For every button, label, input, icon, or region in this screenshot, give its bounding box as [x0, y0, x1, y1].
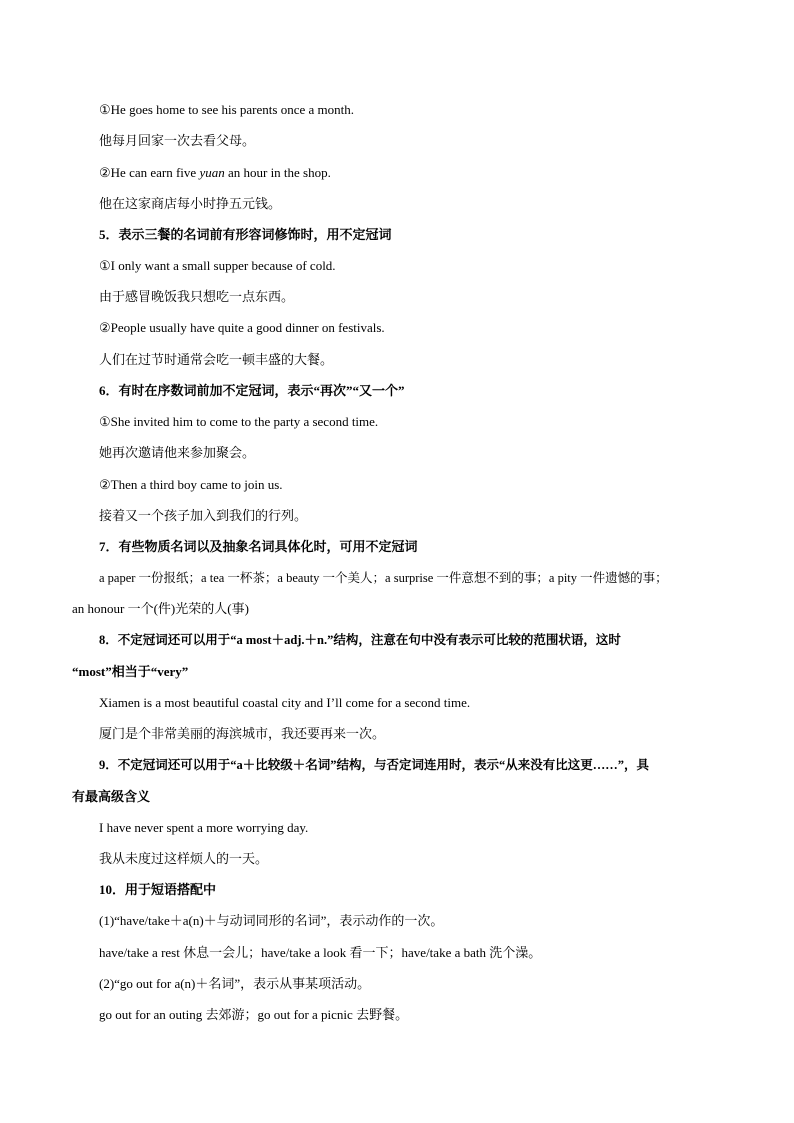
section-9-example-zh: 我从未度过这样烦人的一天。 — [99, 851, 269, 866]
section-6-example-2-en: ②Then a third boy came to join us. — [99, 477, 283, 492]
section-8-heading-cont: “most”相当于“very” — [72, 664, 189, 679]
section-5-heading: 5．表示三餐的名词前有形容词修饰时，用不定冠词 — [99, 227, 392, 242]
section-6-example-1-zh: 她再次邀请他来参加聚会。 — [99, 445, 256, 460]
section-6-example-2-zh: 接着又一个孩子加入到我们的行列。 — [99, 508, 308, 523]
section-5-example-2-en: ②People usually have quite a good dinner on festivals. — [99, 320, 385, 335]
section-6-heading: 6．有时在序数词前加不定冠词，表示“再次”“又一个” — [99, 383, 405, 398]
section-7-heading: 7．有些物质名词以及抽象名词具体化时，可用不定冠词 — [99, 539, 418, 554]
section-9-heading: 9．不定冠词还可以用于“a＋比较级＋名词”结构，与否定词连用时，表示“从来没有比这更……”，具 — [99, 758, 650, 772]
example-2-en-italic: yuan — [199, 165, 225, 180]
section-8-heading: 8．不定冠词还可以用于“a most＋adj.＋n.”结构，注意在句中没有表示可比较的范围状语，这时 — [99, 633, 621, 647]
example-1-en: ①He goes home to see his parents once a month. — [99, 102, 354, 117]
section-10-rule-2: (2)“go out for a(n)＋名词”，表示从事某项活动。 — [99, 976, 371, 991]
section-5-example-2-zh: 人们在过节时通常会吃一顿丰盛的大餐。 — [99, 352, 334, 367]
section-7-examples: a paper 一份报纸；a tea 一杯茶；a beauty 一个美人；a surprise 一件意想不到的事；a pity 一件遗憾的事； — [99, 571, 668, 585]
section-7-examples-cont: an honour 一个(件)光荣的人(事) — [72, 601, 249, 616]
example-2-en-part1: ②He can earn five — [99, 165, 200, 180]
section-8-example-zh: 厦门是个非常美丽的海滨城市，我还要再来一次。 — [99, 726, 386, 741]
example-1-zh: 他每月回家一次去看父母。 — [99, 133, 256, 148]
section-10-rule-1: (1)“have/take＋a(n)＋与动词同形的名词”，表示动作的一次。 — [99, 913, 444, 928]
section-10-rule-2-examples: go out for an outing 去郊游；go out for a picnic 去野餐。 — [99, 1007, 409, 1022]
section-10-rule-1-examples: have/take a rest 休息一会儿；have/take a look 看一下；have/take a bath 洗个澡。 — [99, 945, 542, 960]
section-9-heading-cont: 有最高级含义 — [72, 789, 151, 804]
section-10-heading: 10．用于短语搭配中 — [99, 882, 217, 897]
section-9-example-en: I have never spent a more worrying day. — [99, 820, 309, 835]
section-5-example-1-en: ①I only want a small supper because of cold. — [99, 258, 336, 273]
example-2-en-part3: an hour in the shop. — [224, 165, 331, 180]
example-2-zh: 他在这家商店每小时挣五元钱。 — [99, 196, 282, 211]
section-8-example-en: Xiamen is a most beautiful coastal city and I’ll come for a second time. — [99, 695, 471, 710]
section-6-example-1-en: ①She invited him to come to the party a second time. — [99, 414, 379, 429]
section-5-example-1-zh: 由于感冒晚饭我只想吃一点东西。 — [99, 289, 295, 304]
example-2-en — [99, 164, 331, 182]
